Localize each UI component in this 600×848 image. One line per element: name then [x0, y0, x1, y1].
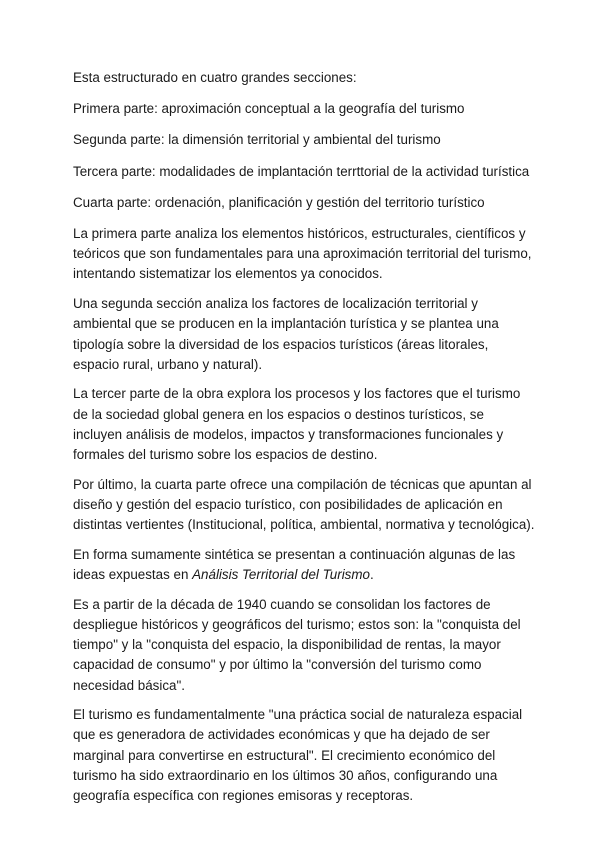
- paragraph-synthesis: [73, 545, 535, 585]
- paragraph-third-part: La tercer parte de la obra explora los procesos y los factores que el turismo de la sociedad global genera en los espacios o destinos turísticos, se incluyen análisis de modelos, impactos y transformaciones funcionales y formales del turismo sobre los espacios de destino.: [73, 386, 521, 463]
- synthesis-end: .: [369, 567, 374, 583]
- paragraph-1940: Es a partir de la década de 1940 cuando se consolidan los factores de despliegue históricos y geográficos del turismo; estos son: la "conquista del tiempo" y la "conquista del espacio, la disponibilidad de rentas, la mayor capacidad de consumo" y por último la "conversión del turismo como necesidad básica".: [73, 596, 521, 693]
- section-first: Primera parte: aproximación conceptual a la geografía del turismo: [73, 101, 465, 117]
- section-third: Tercera parte: modalidades de implantación terrttorial de la actividad turística: [73, 163, 530, 179]
- book-title: Análisis Territorial del Turismo: [192, 567, 370, 583]
- paragraph-tourism-practice: El turismo es fundamentalmente "una práctica social de naturaleza espacial que es generadora de actividades económicas y que ha dejado de ser marginal para convertirse en estructural". El crecimiento económico del turismo ha sido extraordinario en los últimos 30 años, configurando una geografía específica con regiones emisoras y receptoras.: [73, 707, 523, 804]
- paragraph-fourth-part: Por último, la cuarta parte ofrece una compilación de técnicas que apuntan al diseño y gestión del espacio turístico, con posibilidades de aplicación en distintas vertientes (Institucional, política, ambiental, normativa y tecnológica).: [73, 476, 535, 533]
- document-page: [73, 68, 535, 816]
- section-second: Segunda parte: la dimensión territorial y ambiental del turismo: [73, 132, 441, 148]
- paragraph-first-part: La primera parte analiza los elementos históricos, estructurales, científicos y teóricos que son fundamentales para una aproximación territorial del turismo, intentando sistematizar los elementos ya conocidos.: [73, 226, 532, 282]
- section-fourth: Cuarta parte: ordenación, planificación y gestión del territorio turístico: [73, 194, 485, 210]
- paragraph-second-part: Una segunda sección analiza los factores de localización territorial y ambiental que se producen en la implantación turística y se plantea una tipología sobre la diversidad de los espacios turísticos (áreas litorales, espacio rural, urbano y natural).: [73, 296, 499, 372]
- synthesis-text: En forma sumamente sintética se presentan a continuación algunas de las ideas expuestas en: [73, 546, 516, 583]
- intro-line: Esta estructurado en cuatro grandes secciones:: [73, 70, 357, 85]
